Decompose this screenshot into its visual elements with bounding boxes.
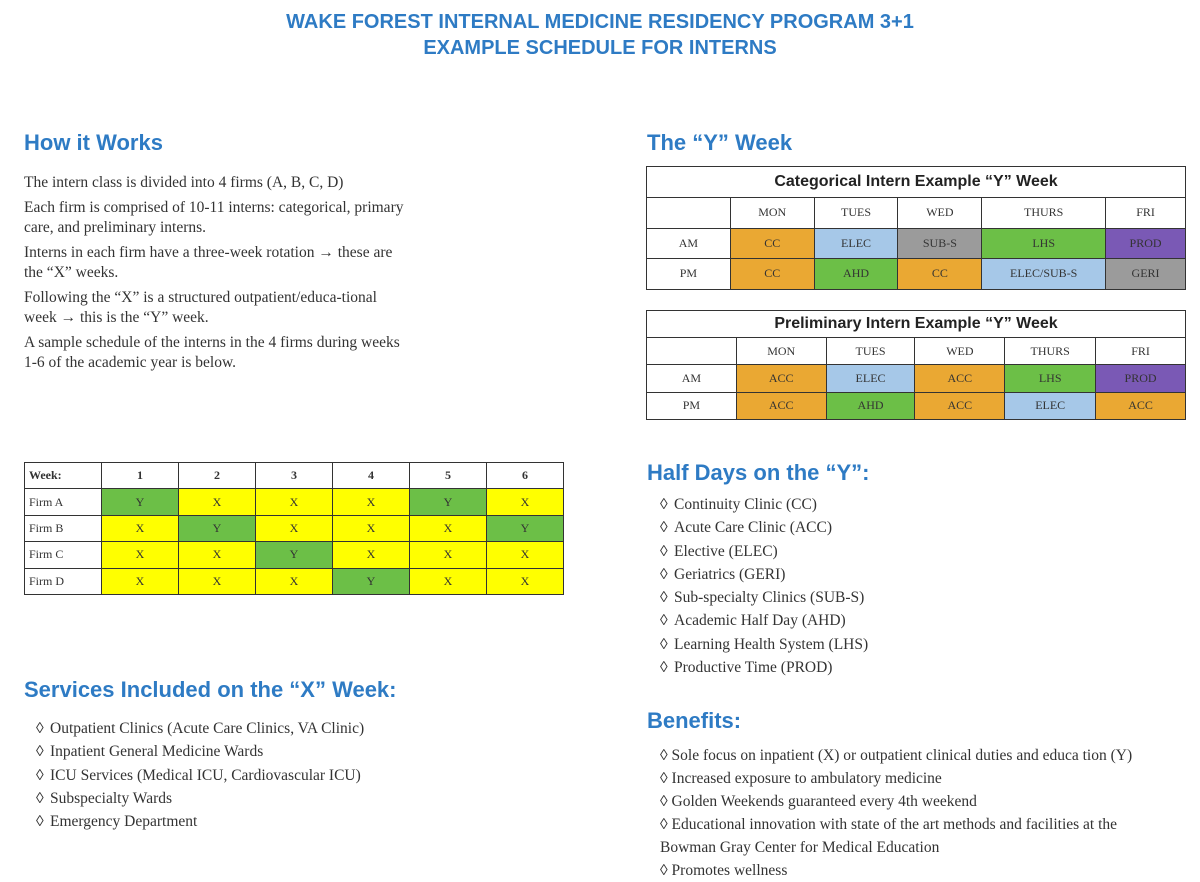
week-cell: X (179, 568, 256, 594)
week-cell: X (487, 542, 564, 568)
list-item: ◊ Increased exposure to ambulatory medicine (660, 770, 942, 787)
preliminary-y-week-table (646, 310, 1186, 420)
week-cell: Y (256, 542, 333, 568)
list-item: ◊ Geriatrics (GERI) (660, 563, 868, 586)
schedule-cell: AHD (826, 392, 915, 419)
list-item: ◊ ICU Services (Medical ICU, Cardiovascular ICU) (36, 764, 364, 787)
week-number: 4 (333, 463, 410, 489)
firm-label: Firm A (25, 489, 102, 515)
y-week-heading: The “Y” Week (647, 130, 793, 155)
list-item-continuation: Bowman Gray Center for Medical Education (660, 839, 940, 856)
schedule-cell: PROD (1096, 365, 1186, 392)
diamond-bullet-icon: ◊ (36, 813, 44, 831)
schedule-cell: CC (898, 259, 982, 290)
firm-row (25, 542, 564, 568)
diamond-bullet-icon: ◊ (36, 743, 44, 761)
diamond-bullet-icon: ◊ (36, 766, 44, 784)
diamond-bullet-icon: ◊ (36, 789, 44, 807)
how-paragraph: Interns in each firm have a three-week rotation → these are the “X” weeks. (24, 244, 393, 281)
categorical-y-week-table (646, 166, 1186, 290)
week-number: 6 (487, 463, 564, 489)
week-cell: X (102, 515, 179, 541)
list-item: ◊ Subspecialty Wards (36, 787, 364, 810)
week-cell: X (333, 515, 410, 541)
diamond-bullet-icon: ◊ (660, 589, 668, 607)
list-item: ◊ Continuity Clinic (CC) (660, 493, 868, 516)
diamond-bullet-icon: ◊ (660, 659, 668, 677)
week-number: 5 (410, 463, 487, 489)
diamond-bullet-icon: ◊ (660, 635, 668, 653)
week-cell: X (487, 568, 564, 594)
week-cell: X (179, 489, 256, 515)
day-header: FRI (1096, 338, 1186, 365)
schedule-cell: AHD (814, 259, 898, 290)
diamond-bullet-icon: ◊ (660, 496, 668, 513)
schedule-cell: ELEC/SUB-S (982, 259, 1106, 290)
day-header: TUES (814, 198, 898, 229)
day-header: TUES (826, 338, 915, 365)
how-paragraph: Following the “X” is a structured outpatient/educa-tional week → this is the “Y” week. (24, 289, 377, 326)
schedule-cell: ACC (915, 392, 1005, 419)
pm-label: PM (647, 259, 731, 290)
schedule-cell: ELEC (826, 365, 915, 392)
schedule-cell: ACC (736, 392, 826, 419)
schedule-cell: CC (730, 228, 814, 259)
schedule-cell: LHS (1005, 365, 1096, 392)
firm-row (25, 489, 564, 515)
half-days-list (660, 493, 868, 679)
diamond-bullet-icon: ◊ (36, 720, 44, 737)
week-number: 2 (179, 463, 256, 489)
week-number: 3 (256, 463, 333, 489)
how-paragraph: A sample schedule of the interns in the 4 firms during weeks 1-6 of the academic year is below. (24, 334, 400, 371)
schedule-cell: ACC (736, 365, 826, 392)
schedule-cell: ELEC (814, 228, 898, 259)
firm-label: Firm B (25, 515, 102, 541)
firm-label: Firm C (25, 542, 102, 568)
week-cell: Y (487, 515, 564, 541)
am-label: AM (647, 365, 737, 392)
list-item: ◊ Elective (ELEC) (660, 540, 868, 563)
day-header: THURS (1005, 338, 1096, 365)
day-header: MON (730, 198, 814, 229)
how-paragraph: Each firm is comprised of 10-11 interns: categorical, primary care, and preliminary interns. (24, 199, 404, 236)
week-number: 1 (102, 463, 179, 489)
week-cell: X (256, 515, 333, 541)
day-header: FRI (1106, 198, 1186, 229)
week-cell: Y (410, 489, 487, 515)
list-item: ◊ Inpatient General Medicine Wards (36, 740, 364, 763)
schedule-cell: ACC (1096, 392, 1186, 419)
schedule-cell: LHS (982, 228, 1106, 259)
services-list (36, 717, 364, 833)
am-label: AM (647, 228, 731, 259)
day-header: WED (898, 198, 982, 229)
page-title-line2: EXAMPLE SCHEDULE FOR INTERNS (423, 37, 777, 59)
schedule-cell: ACC (915, 365, 1005, 392)
list-item: ◊ Educational innovation with state of the art methods and facilities at the (660, 816, 1118, 833)
diamond-bullet-icon: ◊ (660, 542, 668, 560)
page-title-line1: WAKE FOREST INTERNAL MEDICINE RESIDENCY PROGRAM 3+1 (286, 11, 914, 33)
firm-row (25, 568, 564, 594)
day-header: MON (736, 338, 826, 365)
how-paragraph: The intern class is divided into 4 firms (A, B, C, D) (24, 174, 344, 191)
how-it-works-heading: How it Works (24, 130, 163, 155)
benefits-list (660, 744, 1190, 882)
empty-cell (647, 338, 737, 365)
week-cell: X (333, 489, 410, 515)
week-cell: X (179, 542, 256, 568)
benefits-heading: Benefits: (647, 708, 742, 733)
week-cell: X (333, 542, 410, 568)
list-item: ◊ Sole focus on inpatient (X) or outpatient clinical duties and educa tion (Y) (660, 747, 1133, 764)
half-days-heading: Half Days on the “Y”: (647, 460, 870, 485)
schedule-cell: GERI (1106, 259, 1186, 290)
diamond-bullet-icon: ◊ (660, 565, 668, 583)
list-item: ◊ Golden Weekends guaranteed every 4th weekend (660, 793, 977, 810)
week-cell: X (256, 568, 333, 594)
categorical-caption: Categorical Intern Example “Y” Week (647, 167, 1186, 198)
list-item: ◊ Promotes wellness (660, 862, 788, 879)
services-heading: Services Included on the “X” Week: (24, 677, 397, 702)
week-cell: X (487, 489, 564, 515)
pm-label: PM (647, 392, 737, 419)
list-item: ◊ Productive Time (PROD) (660, 656, 868, 679)
week-cell: X (410, 568, 487, 594)
list-item: ◊ Emergency Department (36, 810, 364, 833)
firm-label: Firm D (25, 568, 102, 594)
week-cell: Y (102, 489, 179, 515)
day-header: WED (915, 338, 1005, 365)
week-cell: X (410, 515, 487, 541)
week-header-label: Week: (25, 463, 102, 489)
firm-week-table (24, 462, 564, 595)
schedule-cell: CC (730, 259, 814, 290)
diamond-bullet-icon: ◊ (660, 519, 668, 537)
schedule-cell: ELEC (1005, 392, 1096, 419)
list-item: ◊ Learning Health System (LHS) (660, 633, 868, 656)
week-cell: Y (179, 515, 256, 541)
list-item: ◊ Academic Half Day (AHD) (660, 609, 868, 632)
list-item: ◊ Acute Care Clinic (ACC) (660, 516, 868, 539)
week-cell: X (410, 542, 487, 568)
firm-row (25, 515, 564, 541)
week-cell: X (102, 568, 179, 594)
diamond-bullet-icon: ◊ (660, 612, 668, 630)
empty-cell (647, 198, 731, 229)
list-item: ◊ Sub-specialty Clinics (SUB-S) (660, 586, 868, 609)
preliminary-caption: Preliminary Intern Example “Y” Week (647, 311, 1186, 338)
day-header: THURS (982, 198, 1106, 229)
schedule-cell: SUB-S (898, 228, 982, 259)
list-item: ◊ Outpatient Clinics (Acute Care Clinics, VA Clinic) (36, 717, 364, 740)
week-cell: Y (333, 568, 410, 594)
how-it-works-text (24, 173, 404, 378)
week-cell: X (256, 489, 333, 515)
week-header-row (25, 463, 564, 489)
week-cell: X (102, 542, 179, 568)
schedule-cell: PROD (1106, 228, 1186, 259)
